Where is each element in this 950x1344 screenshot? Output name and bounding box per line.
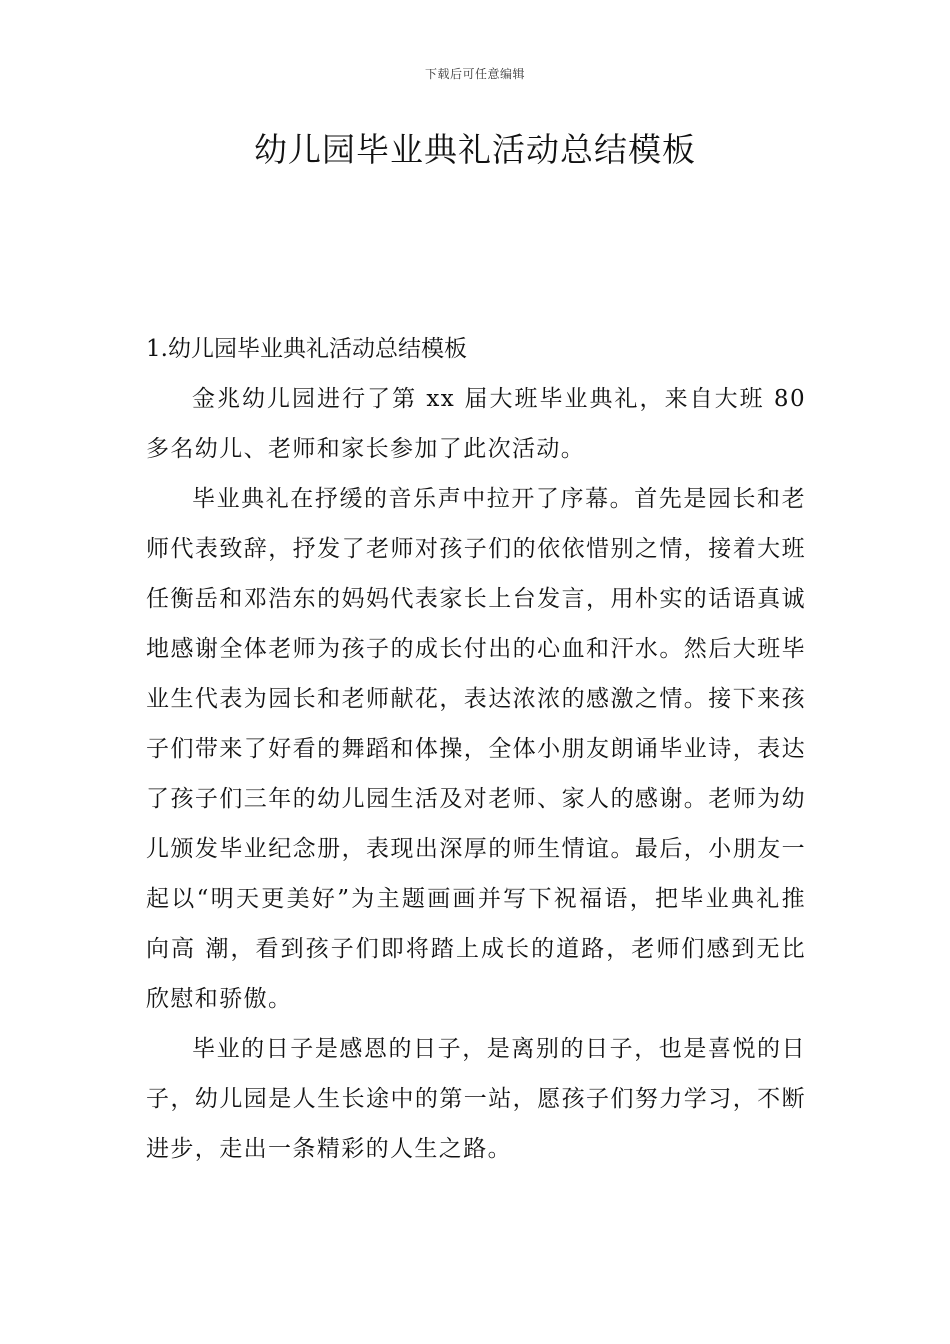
paragraph-closing: 毕业的日子是感恩的日子，是离别的日子，也是喜悦的日子，幼儿园是人生长途中的第一站，愿孩子们努力学习，不断进步，走出一条精彩的人生之路。 <box>146 1036 806 1162</box>
document-title: 幼儿园毕业典礼活动总结模板 <box>254 130 696 169</box>
paragraph-ceremony: 毕业典礼在抒缓的音乐声中拉开了序幕。首先是园长和老师代表致辞，抒发了老师对孩子们的依依惜别之情，接着大班任衡岳和邓浩东的妈妈代表家长上台发言，用朴实的话语真诚地感谢全体老师为孩子的成长付出的心血和汗水。然后大班毕业生代表为园长和老师献花，表达浓浓的感激之情。接下来孩子们带来了好看的舞蹈和体操，全体小朋友朗诵毕业诗，表达了孩子们三年的幼儿园生活及对老师、家人的感谢。老师为幼儿颁发毕业纪念册，表现出深厚的师生情谊。最后，小朋友一起以“明天更美好”为主题画画并写下祝福语，把毕业典礼推向高 潮，看到孩子们即将踏上成长的道路，老师们感到无比欣慰和骄傲。 <box>146 486 806 1012</box>
paragraph-intro: 金兆幼儿园进行了第 xx 届大班毕业典礼，来自大班 80 多名幼儿、老师和家长参加了此次活动。 <box>146 386 806 462</box>
document-body <box>146 324 806 1174</box>
header-note: 下载后可任意编辑 <box>424 67 525 81</box>
section-heading: 1.幼儿园毕业典礼活动总结模板 <box>146 336 467 362</box>
